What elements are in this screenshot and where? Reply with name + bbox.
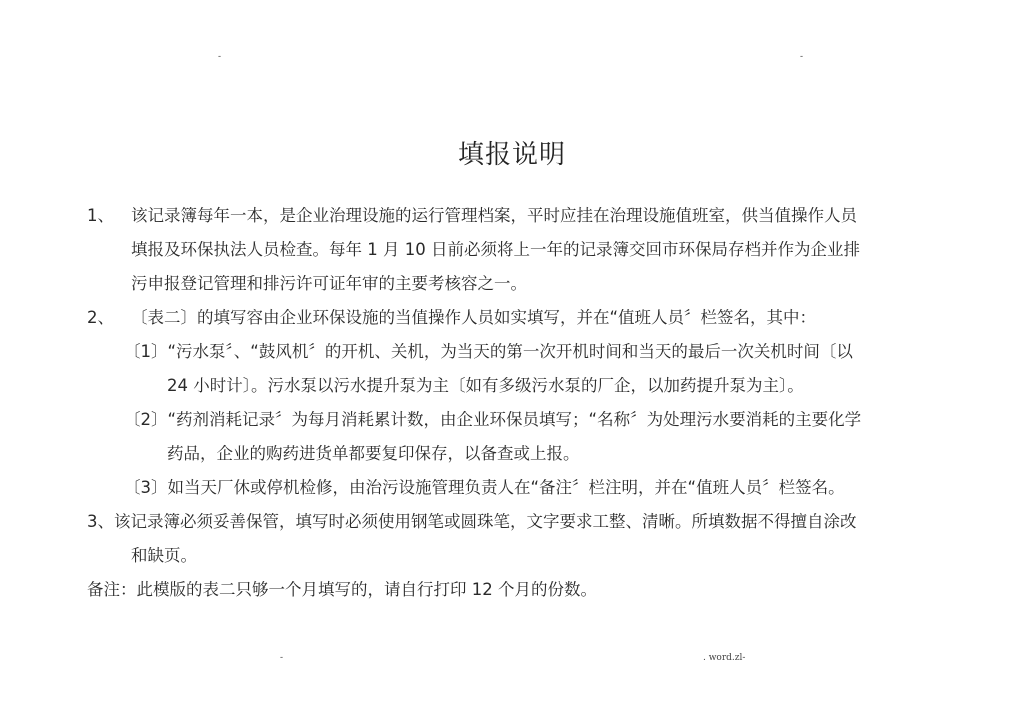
item-2-number: 2、 (87, 308, 114, 327)
footer-left-mark: - (280, 653, 284, 663)
item-3-line-1: 3、该记录簿必须妥善保管，填写时必须使用钢笔或圆珠笔，文字要求工整、清晰。所填数据不得擅自涂改 (87, 512, 857, 531)
item-1-line-2: 填报及环保执法人员检查。每年 1 月 10 日前必须将上一年的记录簿交回市环保局存档并作为企业排 (131, 240, 860, 259)
header-right-mark: - (800, 52, 804, 62)
item-2-sub-1-line-1: 〔1〕“污水泵〞、“鼓风机〞的开机、关机，为当天的第一次开机时间和当天的最后一次关机时间〔以 (124, 342, 853, 361)
item-1-line-1: 该记录簿每年一本，是企业治理设施的运行管理档案，平时应挂在治理设施值班室，供当值操作人员 (131, 206, 857, 225)
header-left-mark: - (218, 52, 222, 62)
item-3-line-2: 和缺页。 (131, 546, 197, 565)
item-2-sub-2-line-2: 药品，企业的购药进货单都要复印保存，以备查或上报。 (167, 444, 580, 463)
item-2-line-1: 〔表二〕的填写容由企业环保设施的当值操作人员如实填写，并在“值班人员〞栏签名，其中： (131, 308, 817, 327)
note-text: 备注：此模版的表二只够一个月填写的，请自行打印 12 个月的份数。 (87, 580, 597, 599)
page-title: 填报说明 (457, 140, 566, 170)
footer-right-text: . word.zl- (703, 653, 746, 663)
item-2-sub-3-line-1: 〔3〕如当天厂休或停机检修，由治污设施管理负责人在“备注〞栏注明，并在“值班人员〞栏签名。 (124, 478, 845, 497)
item-1-line-3: 污申报登记管理和排污许可证年审的主要考核容之一。 (131, 274, 527, 293)
item-2-sub-1-line-2: 24 小时计〕。污水泵以污水提升泵为主〔如有多级污水泵的厂企，以加药提升泵为主〕。 (167, 376, 804, 395)
item-1-number: 1、 (87, 206, 114, 225)
item-2-sub-2-line-1: 〔2〕“药剂消耗记录〞为每月消耗累计数，由企业环保员填写；“名称〞为处理污水要消耗的主要化学 (124, 410, 862, 429)
